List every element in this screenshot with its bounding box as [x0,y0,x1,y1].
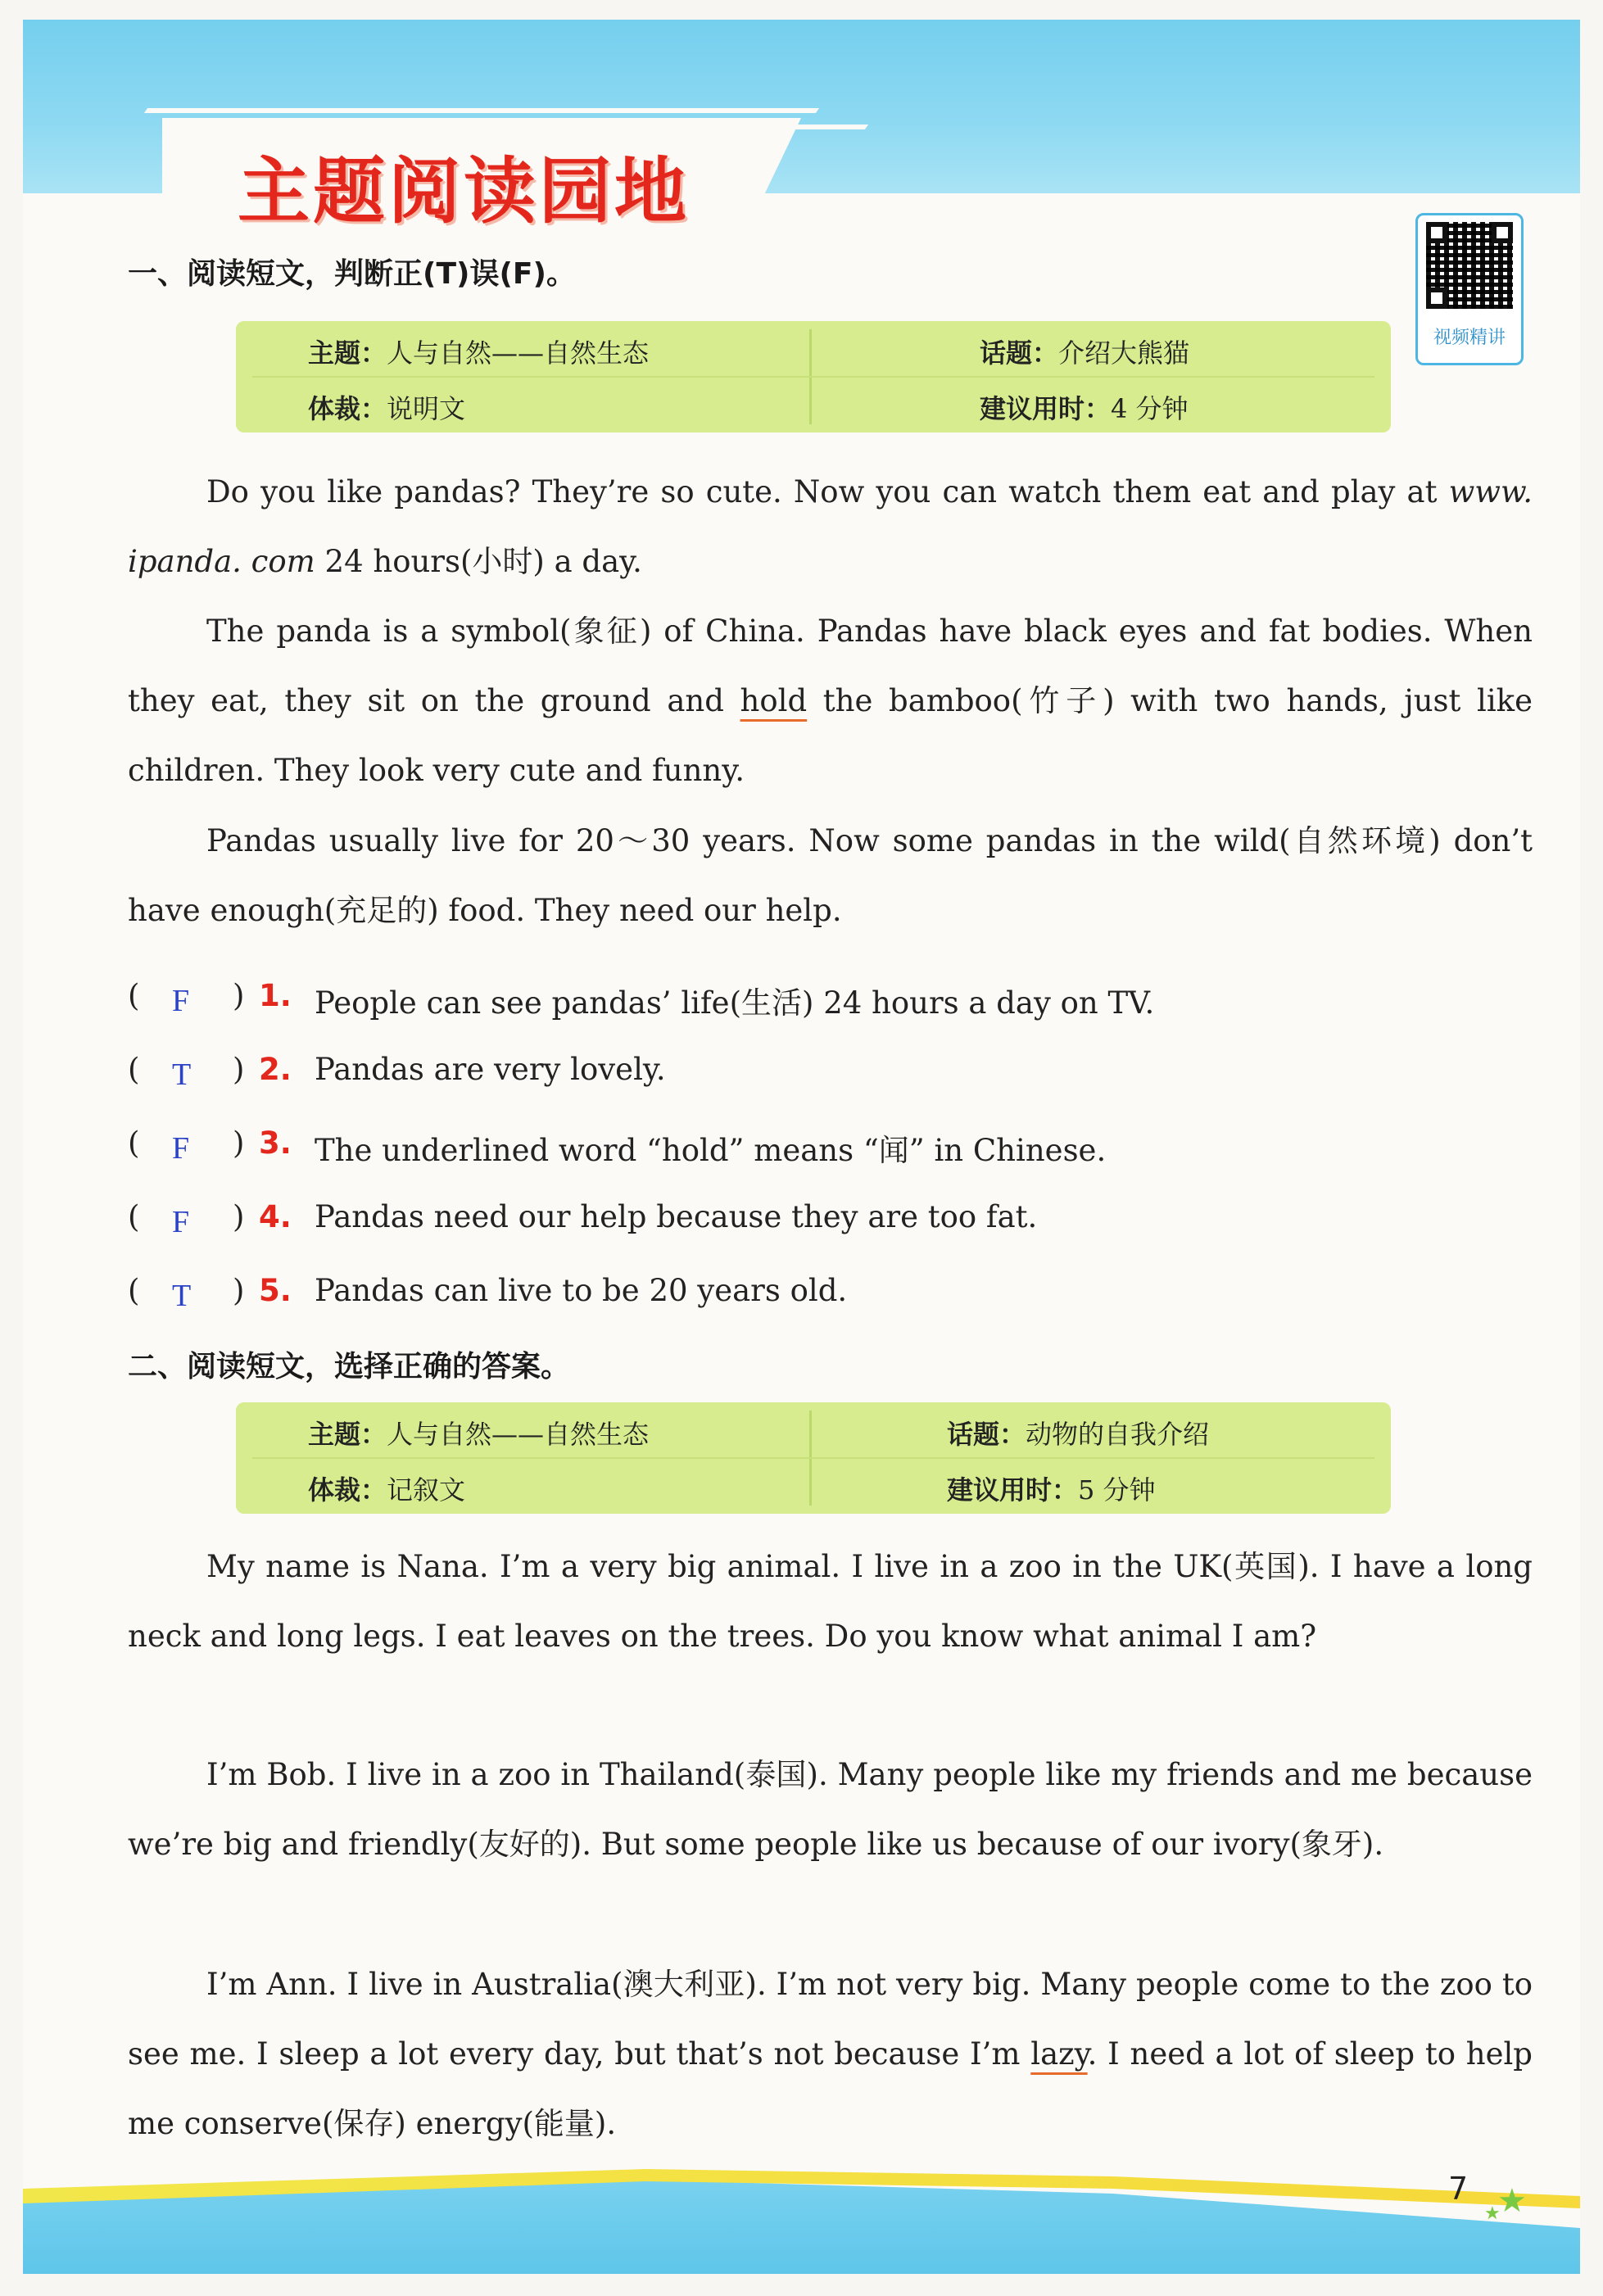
info-topic: 话题：动物的自我介绍 [947,1419,1210,1450]
title-stripe [144,108,819,113]
info-theme: 主题：人与自然——自然生态 [308,337,650,369]
question-number: 3. [259,1125,292,1161]
answer-mark[interactable]: T [172,1279,192,1313]
question-text: Pandas need our help because they are too fat. [315,1199,1038,1234]
question-text: People can see pandas’ life(生活) 24 hours a day on TV. [315,985,1155,1021]
info-genre: 体裁：说明文 [308,393,466,424]
passage1-paragraph2: The panda is a symbol(象征) of China. Pandas have black eyes and fat bodies. When they eat, they sit on the ground and hold the bamboo(竹子) with two hands, just like children. They look very cute and funny. [128,614,1533,788]
answer-mark[interactable]: F [172,984,190,1018]
page-number: 7 [1448,2171,1469,2207]
info-divider [252,1457,1374,1459]
textbook-page: 主题阅读园地 视频精讲 一、阅读短文，判断正(T)误(F)。 主题：人与自然——自然生态 话题：介绍大熊猫 体裁：说明文 建议用时：4 分钟 Do you like pandas? They’re so cute. Now you can watch them eat and play at www. ipanda. com 24 hours(小时) a day. The panda is a symbol(象征) of China. Pandas have black eyes and fat bodies. When they eat, they sit on the ground and hold the bamboo(竹子) with two hands, just like children. They look very cute and funny. Pandas usually live for 20～30 years. Now some pandas in the wild(自然环境) don’t have enough(充足的) food. They need our help. ( F ) 1. People can see pandas’ life(生活) 24 hours a day on TV. ( T ) 2. Pandas are very lovely. ( F ) 3. The underlined word “hold” means “闻” in Chinese. ( F ) 4. Pandas need our help because they are too fat. ( T ) 5. Pandas can live to be 20 years old. 二、阅读短文，选择正确的答案。 主题：人与自然——自然生态 话题：动物的自我介绍 体裁：记叙文 建议用时：5 分钟 My name is Nana. I’m a very big animal. I live in a zoo in the UK(英国). I have a long neck and long legs. I eat leaves on the trees. Do you know what animal I am? I’m Bob. I live in a zoo in Thailand(泰国). Many people like my friends and me because we’re big and friendly(友好的). But some people like us because of our ivory(象牙). I’m Ann. I live in Australia(澳大利亚). I’m not very big. Many people come to the zoo to see me. I sleep a lot every day, but that’s not because I’m lazy. I need a lot of sleep to help me conserve(保存) energy(能量). 7 ★ ★ [23,20,1580,2274]
underlined-word-lazy: lazy [1030,2036,1088,2072]
passage1-paragraph1: Do you like pandas? They’re so cute. Now you can watch them eat and play at www. ipanda. com 24 hours(小时) a day. [128,474,1533,579]
qr-finder-mark [1426,288,1447,309]
passage1-paragraph3: Pandas usually live for 20～30 years. Now some pandas in the wild(自然环境) don’t have enough(充足的) food. They need our help. [128,823,1533,928]
question-number: 5. [259,1273,292,1308]
page-title: 主题阅读园地 [238,149,691,233]
qr-code-icon[interactable] [1415,213,1524,365]
qr-finder-mark [1426,222,1447,243]
section1-heading: 一、阅读短文，判断正(T)误(F)。 [128,257,576,291]
info-topic: 话题：介绍大熊猫 [980,337,1190,369]
qr-finder-mark [1492,222,1513,243]
passage2-paragraph1: My name is Nana. I’m a very big animal. I live in a zoo in the UK(英国). I have a long neck and long legs. I eat leaves on the trees. Do you know what animal I am? [128,1549,1533,1654]
answer-mark[interactable]: F [172,1205,190,1239]
question-text: The underlined word “hold” means “闻” in Chinese. [315,1133,1107,1168]
passage2-paragraph3: I’m Ann. I live in Australia(澳大利亚). I’m not very big. Many people come to the zoo to see me. I sleep a lot every day, but that’s not because I’m lazy. I need a lot of sleep to help me conserve(保存) energy(能量). [128,1967,1533,2141]
info-time: 建议用时：4 分钟 [980,393,1189,424]
question-text: Pandas are very lovely. [315,1052,666,1087]
question-number: 1. [259,978,292,1013]
star-icon: ★ [1497,2182,1527,2220]
section2-info-box [236,1402,1391,1514]
info-theme: 主题：人与自然——自然生态 [308,1419,650,1450]
qr-label: 视频精讲 [1433,328,1506,348]
section1-info-box [236,321,1391,432]
answer-mark[interactable]: T [172,1057,192,1092]
section2-heading: 二、阅读短文，选择正确的答案。 [128,1350,571,1383]
question-text: Pandas can live to be 20 years old. [315,1273,848,1308]
info-time: 建议用时：5 分钟 [947,1474,1156,1506]
title-stripe [758,125,868,129]
info-genre: 体裁：记叙文 [308,1474,466,1506]
star-icon: ★ [1484,2203,1501,2224]
answer-mark[interactable]: F [172,1131,190,1166]
question-number: 2. [259,1052,292,1087]
underlined-word-hold: hold [740,683,808,718]
info-divider [252,376,1374,378]
question-number: 4. [259,1199,292,1234]
passage2-paragraph2: I’m Bob. I live in a zoo in Thailand(泰国). Many people like my friends and me because we’re big and friendly(友好的). But some people like us because of our ivory(象牙). [128,1757,1533,1862]
